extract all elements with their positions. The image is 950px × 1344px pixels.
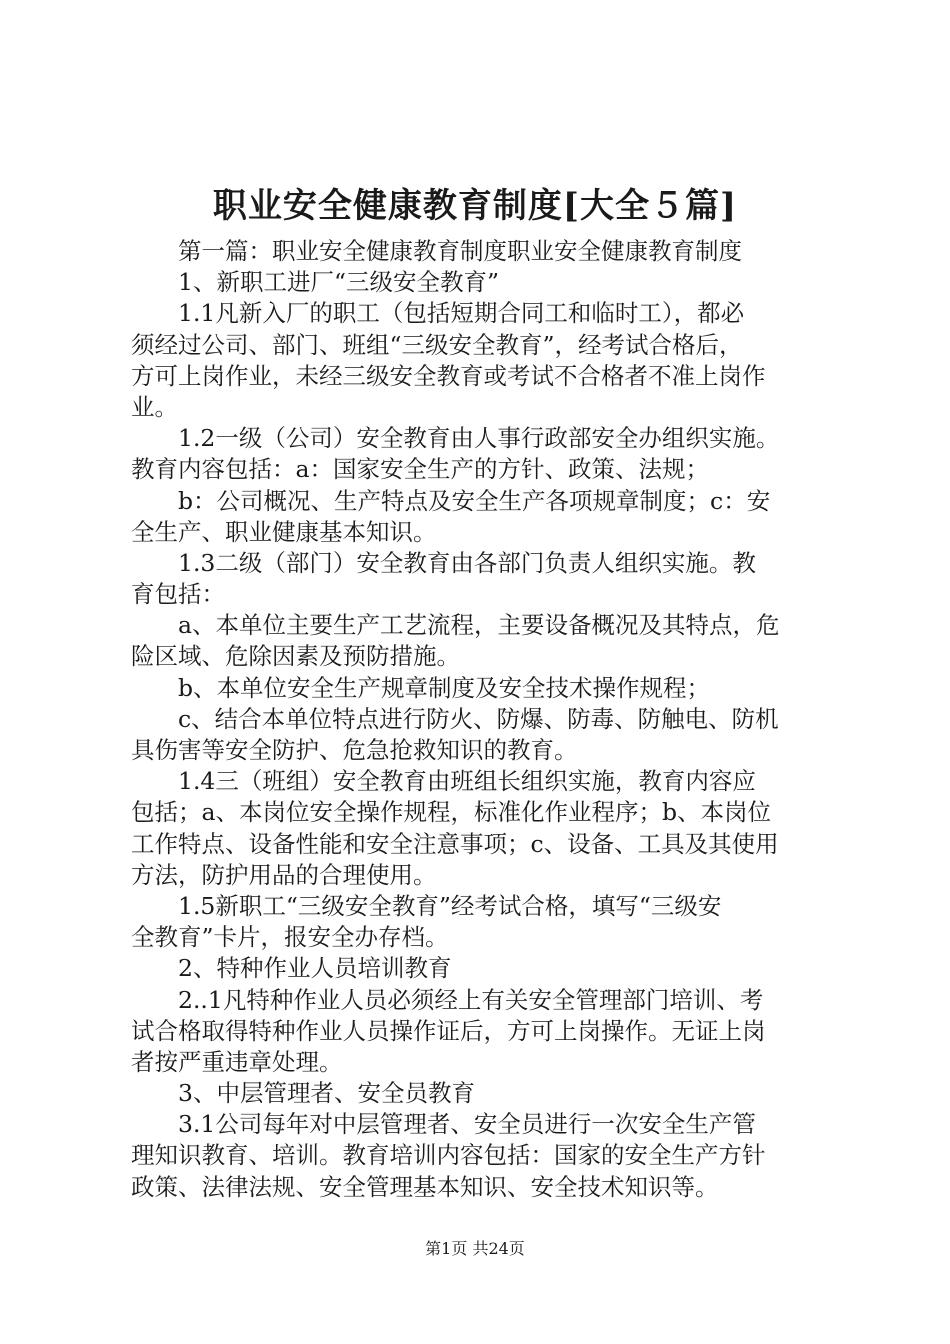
body-line: 包括；a、本岗位安全操作规程，标准化作业程序；b、本岗位 — [131, 798, 772, 827]
body-line: 政策、法律法规、安全管理基本知识、安全技术知识等。 — [131, 1172, 719, 1201]
body-line: 2、特种作业人员培训教育 — [131, 954, 452, 983]
body-line: 试合格取得特种作业人员操作证后，方可上岗操作。无证上岗 — [131, 1016, 766, 1045]
body-line: 教育内容包括：a：国家安全生产的方针、政策、法规； — [131, 455, 710, 484]
body-line: 2..1凡特种作业人员必须经上有关安全管理部门培训、考 — [131, 985, 764, 1014]
body-line: 第一篇：职业安全健康教育制度职业安全健康教育制度 — [131, 237, 742, 265]
body-line: 3.1公司每年对中层管理者、安全员进行一次安全生产管 — [131, 1110, 756, 1139]
body-line: 方法，防护用品的合理使用。 — [131, 860, 437, 889]
body-line: 全生产、职业健康基本知识。 — [131, 517, 437, 546]
body-line: 业。 — [131, 392, 178, 421]
body-line: 方可上岗作业，未经三级安全教育或考试不合格者不准上岗作 — [131, 361, 766, 390]
body-line: 1.5新职工“三级安全教育”经考试合格，填写“三级安 — [131, 891, 722, 920]
body-line: 具伤害等安全防护、危急抢救知识的教育。 — [131, 736, 578, 764]
page-footer: 第1页 共24页 — [425, 1239, 525, 1258]
body-line: 险区域、危除因素及预防措施。 — [131, 642, 460, 671]
body-line: b、本单位安全生产规章制度及安全技术操作规程； — [131, 673, 711, 702]
body-line: 1.1凡新入厂的职工（包括短期合同工和临时工），都必 — [131, 299, 745, 328]
body-line: 须经过公司、部门、班组“三级安全教育”，经考试合格后， — [131, 330, 743, 359]
body-line: a、本单位主要生产工艺流程，主要设备概况及其特点，危 — [131, 611, 780, 640]
body-line: 1.3二级（部门）安全教育由各部门负责人组织实施。教 — [131, 548, 756, 577]
body-line: 全教育”卡片，报安全办存档。 — [131, 923, 449, 952]
body-line: 1.4三（班组）安全教育由班组长组织实施，教育内容应 — [131, 767, 756, 796]
document-body — [131, 236, 831, 1203]
body-line: 1.2一级（公司）安全教育由人事行政部安全办组织实施。 — [131, 424, 780, 453]
body-line: 1、新职工进厂“三级安全教育” — [131, 268, 499, 297]
body-line: 育包括： — [131, 580, 225, 609]
body-line: 理知识教育、培训。教育培训内容包括：国家的安全生产方针 — [131, 1141, 766, 1170]
body-line: c、结合本单位特点进行防火、防爆、防毒、防触电、防机 — [131, 704, 779, 733]
body-line: 3、中层管理者、安全员教育 — [131, 1079, 475, 1108]
body-line: 工作特点、设备性能和安全注意事项；c、设备、工具及其使用 — [131, 829, 779, 858]
document-title: 职业安全健康教育制度[大全５篇] — [212, 186, 738, 226]
body-line: b：公司概况、生产特点及安全生产各项规章制度；c：安 — [131, 486, 771, 515]
body-line: 者按严重违章处理。 — [131, 1047, 343, 1076]
